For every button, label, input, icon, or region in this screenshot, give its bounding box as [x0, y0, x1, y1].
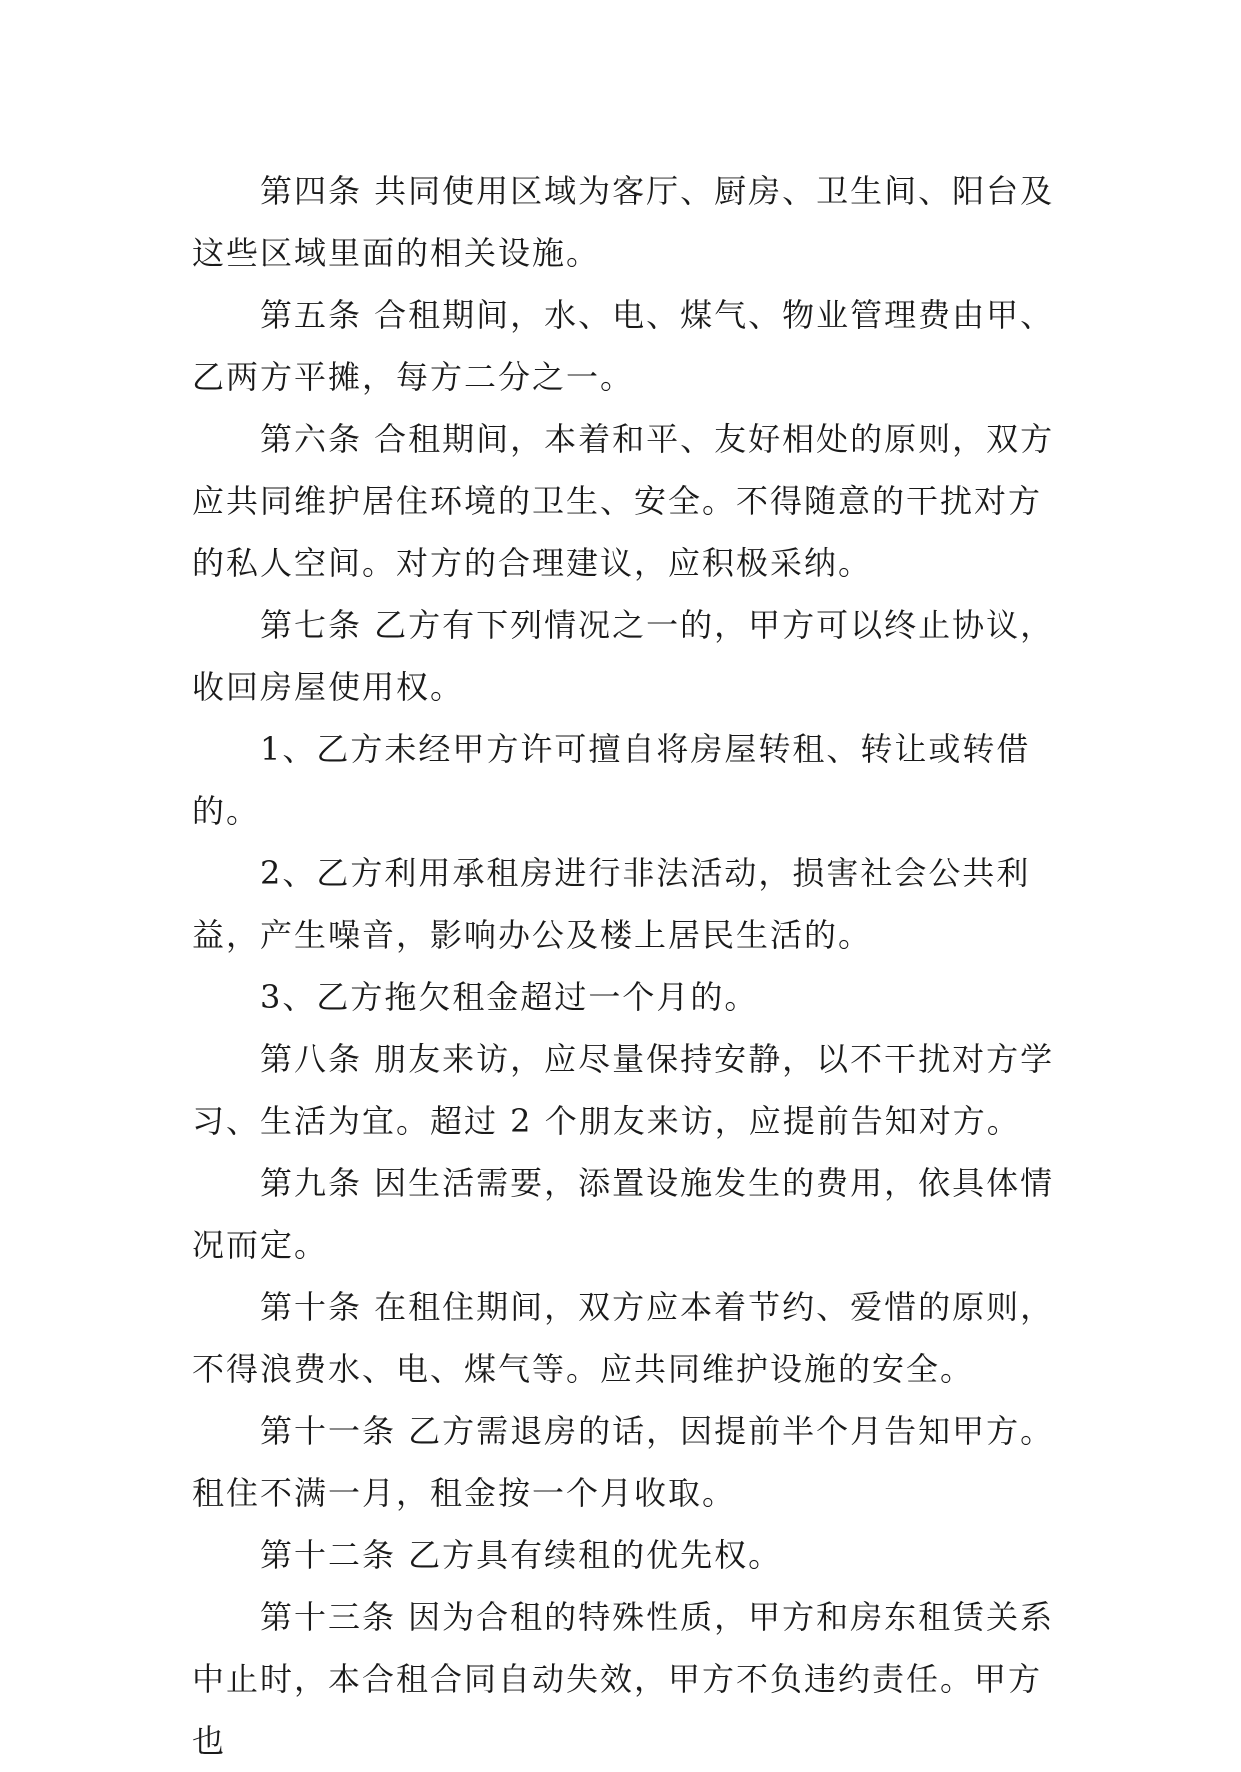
clause-13: 第十三条 因为合租的特殊性质，甲方和房东租赁关系中止时，本合租合同自动失效，甲方不负违约责任。甲方也: [192, 1598, 1055, 1760]
clause-6: 第六条 合租期间，本着和平、友好相处的原则，双方应共同维护居住环境的卫生、安全。不得随意的干扰对方的私人空间。对方的合理建议，应积极采纳。: [192, 420, 1055, 582]
clause-7-item-1: 1、乙方未经甲方许可擅自将房屋转租、转让或转借的。: [192, 730, 1031, 830]
clause-8: 第八条 朋友来访，应尽量保持安静，以不干扰对方学习、生活为宜。超过 2 个朋友来访，应提前告知对方。: [192, 1040, 1055, 1140]
clause-10: 第十条 在租住期间，双方应本着节约、爱惜的原则，不得浪费水、电、煤气等。应共同维护设施的安全。: [192, 1288, 1055, 1388]
clause-7: 第七条 乙方有下列情况之一的，甲方可以终止协议，收回房屋使用权。: [192, 606, 1055, 706]
clause-5: 第五条 合租期间，水、电、煤气、物业管理费由甲、乙两方平摊，每方二分之一。: [192, 296, 1055, 396]
clause-11: 第十一条 乙方需退房的话，因提前半个月告知甲方。租住不满一月，租金按一个月收取。: [192, 1412, 1055, 1512]
document-body: [192, 160, 1072, 1772]
clause-7-item-2: 2、乙方利用承租房进行非法活动，损害社会公共利益，产生噪音，影响办公及楼上居民生活的。: [192, 854, 1031, 954]
clause-4: 第四条 共同使用区域为客厅、厨房、卫生间、阳台及这些区域里面的相关设施。: [192, 172, 1055, 272]
clause-7-item-3: 3、乙方拖欠租金超过一个月的。: [260, 978, 759, 1016]
clause-9: 第九条 因生活需要，添置设施发生的费用，依具体情况而定。: [192, 1164, 1055, 1264]
clause-12: 第十二条 乙方具有续租的优先权。: [260, 1536, 783, 1574]
